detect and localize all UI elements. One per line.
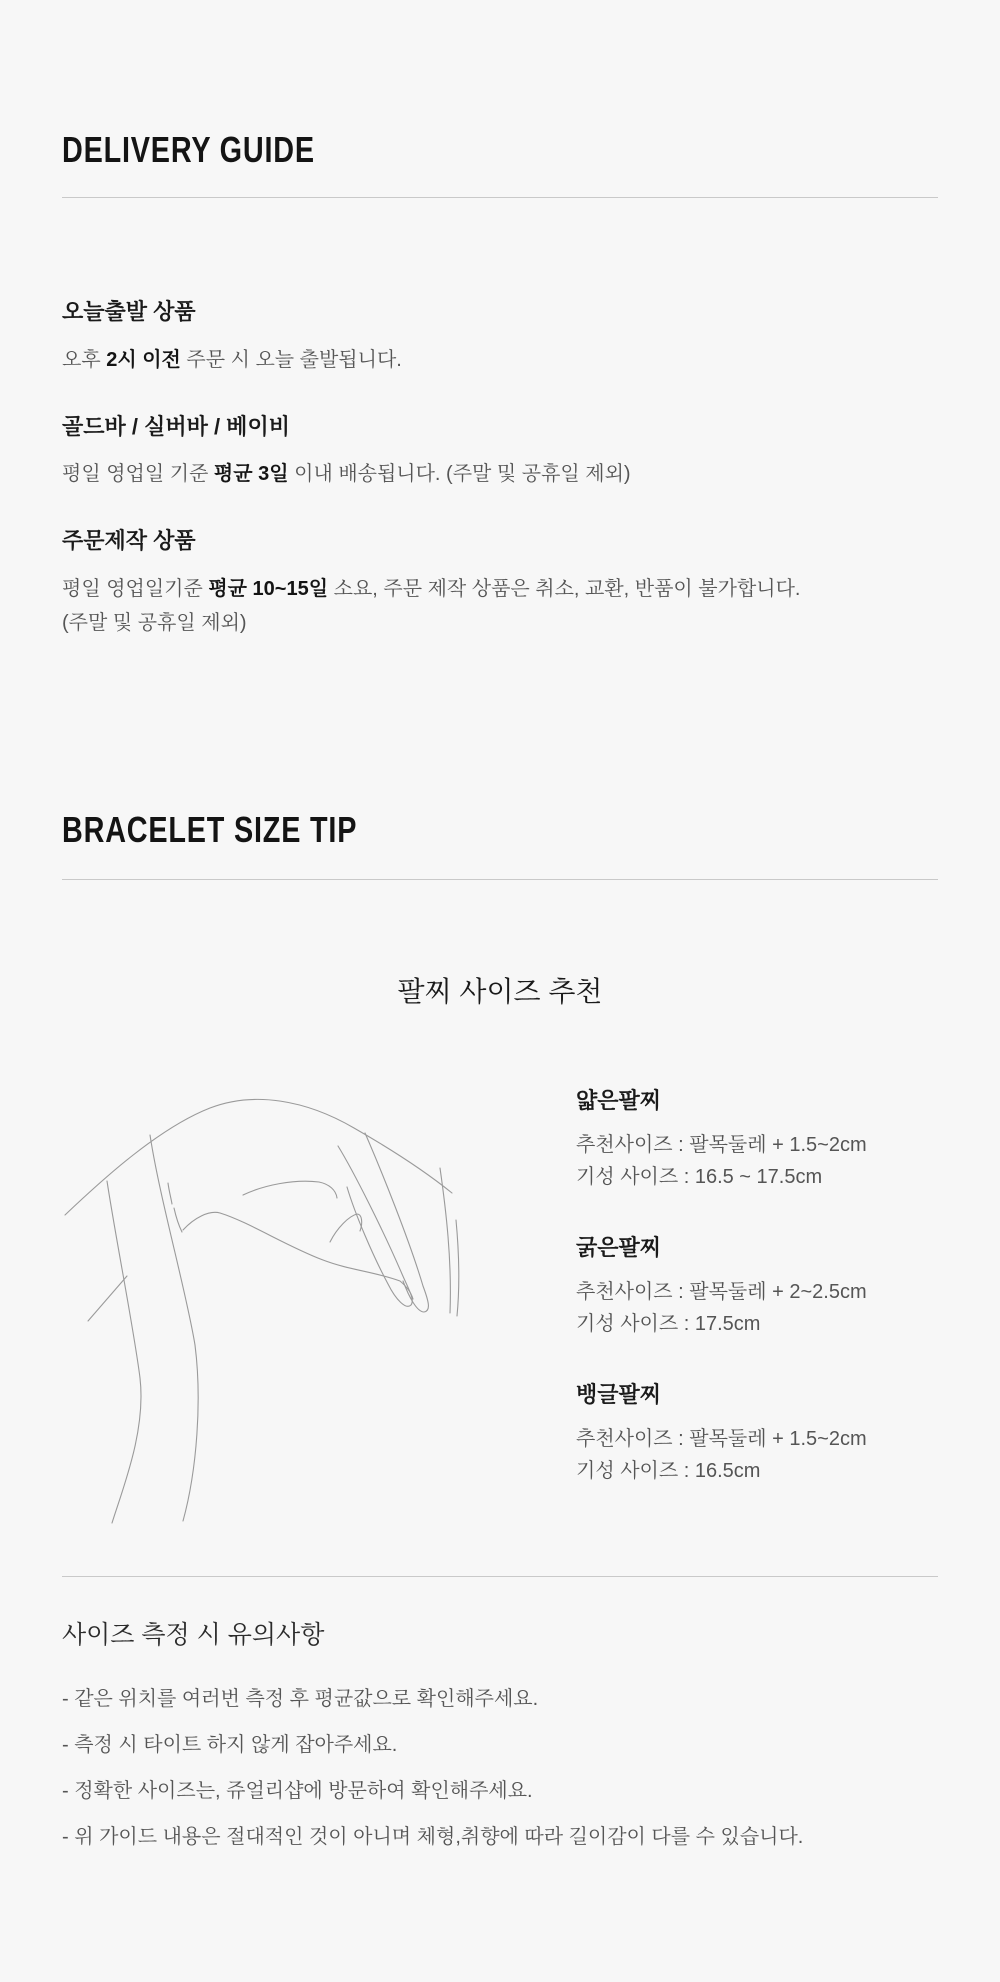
notice-item: - 측정 시 타이트 하지 않게 잡아주세요. [62,1734,398,1757]
size-tip-row [62,1080,938,1540]
body-text-bold: 평균 3일 [213,463,289,486]
delivery-guide-title [62,128,938,171]
size-item-thick-bracelet [576,1233,867,1340]
notice-item: - 정확한 사이즈는, 쥬얼리샵에 방문하여 확인해주세요. [62,1780,533,1803]
divider-notice [62,1576,938,1577]
delivery-section-heading-custom: 주문제작 상품 [62,528,196,554]
body-text-bold: 2시 이전 [106,348,181,371]
hand-line-art-icon [54,1080,464,1540]
measurement-notice-heading: 사이즈 측정 시 유의사항 [62,1621,325,1650]
size-item-detail [576,1276,867,1340]
notice-item: - 위 가이드 내용은 절대적인 것이 아니며 체형,취향에 따라 길이감이 다를 수 있습니다. [62,1826,804,1849]
size-item-detail [576,1129,867,1193]
hand-illustration [54,1080,464,1540]
size-item-name: 얇은팔찌 [576,1088,662,1114]
body-text: 이내 배송됩니다. (주말 및 공휴일 제외) [288,463,631,486]
size-item-name: 굵은팔찌 [576,1235,662,1261]
size-tip-list [576,1080,867,1487]
body-text: 주문 시 오늘 출발됩니다. [180,348,402,371]
body-text: 평일 영업일 기준 [62,463,214,486]
measurement-notice-list [62,1684,938,1852]
body-text-line2: (주말 및 공휴일 제외) [62,611,247,634]
body-text-bold: 평균 10~15일 [208,577,329,600]
delivery-section-body-today [62,343,938,377]
delivery-guide-title-text: DELIVERY GUIDE [62,129,315,170]
delivery-section-body-goldbar [62,457,938,491]
body-text: 오후 [62,348,107,371]
standard-size: 기성 사이즈 : 16.5cm [576,1460,761,1483]
divider-size-tip [62,879,938,880]
size-item-thin-bracelet [576,1086,867,1193]
bracelet-size-tip-title [62,808,938,851]
size-item-bangle-bracelet [576,1380,867,1487]
size-recommendation-subtitle: 팔찌 사이즈 추천 [397,976,603,1008]
standard-size: 기성 사이즈 : 16.5 ~ 17.5cm [576,1166,823,1189]
size-item-detail [576,1423,867,1487]
recommend-size: 추천사이즈 : 팔목둘레 + 1.5~2cm [576,1428,867,1451]
standard-size: 기성 사이즈 : 17.5cm [576,1313,761,1336]
size-item-name: 뱅글팔찌 [576,1382,662,1408]
body-text: 평일 영업일기준 [62,577,209,600]
delivery-section-heading-today: 오늘출발 상품 [62,299,196,325]
notice-item: - 같은 위치를 여러번 측정 후 평균값으로 확인해주세요. [62,1688,539,1711]
body-text: 소요, 주문 제작 상품은 취소, 교환, 반품이 불가합니다. [328,577,801,600]
divider-delivery [62,197,938,198]
recommend-size: 추천사이즈 : 팔목둘레 + 2~2.5cm [576,1281,867,1304]
bracelet-size-tip-title-text: BRACELET SIZE TIP [62,808,358,850]
delivery-section-body-custom [62,572,938,640]
recommend-size: 추천사이즈 : 팔목둘레 + 1.5~2cm [576,1134,867,1157]
delivery-section-heading-goldbar: 골드바 / 실버바 / 베이비 [62,413,290,439]
